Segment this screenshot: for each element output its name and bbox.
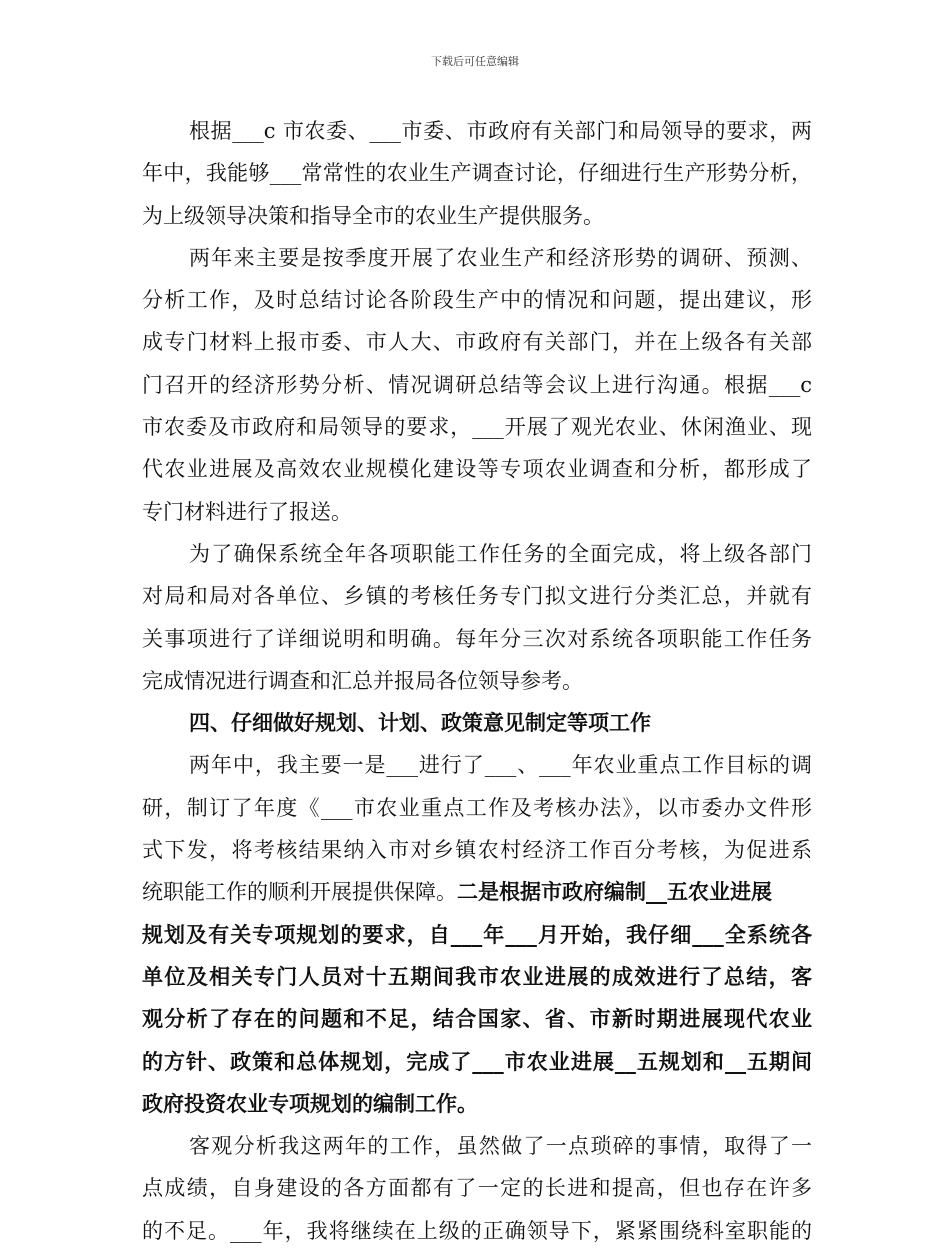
document-body bbox=[142, 110, 812, 1252]
page-header: 下载后可任意编辑 bbox=[431, 55, 519, 68]
text-line: 市农委及市政府和局领导的要求，___开展了观光农业、休闲渔业、现 bbox=[142, 415, 812, 440]
text-line: 的不足。___年，我将继续在上级的正确领导下，紧紧围绕科室职能的 bbox=[142, 1218, 812, 1243]
text-normal: 统职能工作的顺利开展提供保障。 bbox=[142, 880, 457, 905]
text-line-mixed bbox=[142, 871, 812, 913]
text-line: 关事项进行了详细说明和明确。每年分三次对系统各项职能工作任务 bbox=[142, 626, 812, 651]
section-heading: 四、仔细做好规划、计划、政策意见制定等项工作 bbox=[189, 710, 651, 736]
text-line: 门召开的经济形势分析、情况调研总结等会议上进行沟通。根据___c bbox=[142, 372, 812, 397]
text-line-bold: 政府投资农业专项规划的编制工作。 bbox=[142, 1090, 478, 1116]
text-bold: 二是根据市政府编制__五农业进展 bbox=[457, 879, 772, 905]
text-line: 完成情况进行调查和汇总并报局各位领导参考。 bbox=[142, 668, 583, 693]
text-line: 代农业进展及高效农业规模化建设等专项农业调查和分析，都形成了 bbox=[142, 457, 812, 482]
text-line: 年中，我能够___常常性的农业生产调查讨论，仔细进行生产形势分析， bbox=[142, 161, 812, 186]
text-line: 成专门材料上报市委、市人大、市政府有关部门，并在上级各有关部 bbox=[142, 330, 812, 355]
text-line-bold: 观分析了存在的问题和不足，结合国家、省、市新时期进展现代农业 bbox=[142, 1006, 812, 1032]
text-line-bold: 的方针、政策和总体规划，完成了___市农业进展__五规划和__五期间 bbox=[142, 1048, 812, 1074]
text-line: 分析工作，及时总结讨论各阶段生产中的情况和问题，提出建议，形 bbox=[142, 288, 812, 313]
text-line-bold: 规划及有关专项规划的要求，自___年___月开始，我仔细___全系统各 bbox=[142, 921, 812, 947]
text-line: 专门材料进行了报送。 bbox=[142, 499, 352, 524]
text-line: 对局和局对各单位、乡镇的考核任务专门拟文进行分类汇总，并就有 bbox=[142, 584, 812, 609]
text-line: 客观分析我这两年的工作，虽然做了一点琐碎的事情，取得了一 bbox=[189, 1134, 812, 1159]
text-line-bold: 单位及相关专门人员对十五期间我市农业进展的成效进行了总结，客 bbox=[142, 963, 812, 989]
text-line: 根据___c 市农委、___市委、市政府有关部门和局领导的要求，两 bbox=[189, 119, 812, 143]
text-line: 两年中，我主要一是___进行了___、___年农业重点工作目标的调 bbox=[189, 753, 812, 778]
text-line: 为了确保系统全年各项职能工作任务的全面完成，将上级各部门 bbox=[189, 541, 812, 566]
text-line: 研，制订了年度《___市农业重点工作及考核办法》，以市委办文件形 bbox=[142, 795, 812, 820]
text-line: 为上级领导决策和指导全市的农业生产提供服务。 bbox=[142, 203, 604, 228]
text-line: 两年来主要是按季度开展了农业生产和经济形势的调研、预测、 bbox=[189, 245, 812, 270]
text-line: 式下发，将考核结果纳入市对乡镇农村经济工作百分考核，为促进系 bbox=[142, 838, 812, 863]
text-line: 点成绩，自身建设的各方面都有了一定的长进和提高，但也存在许多 bbox=[142, 1176, 812, 1201]
